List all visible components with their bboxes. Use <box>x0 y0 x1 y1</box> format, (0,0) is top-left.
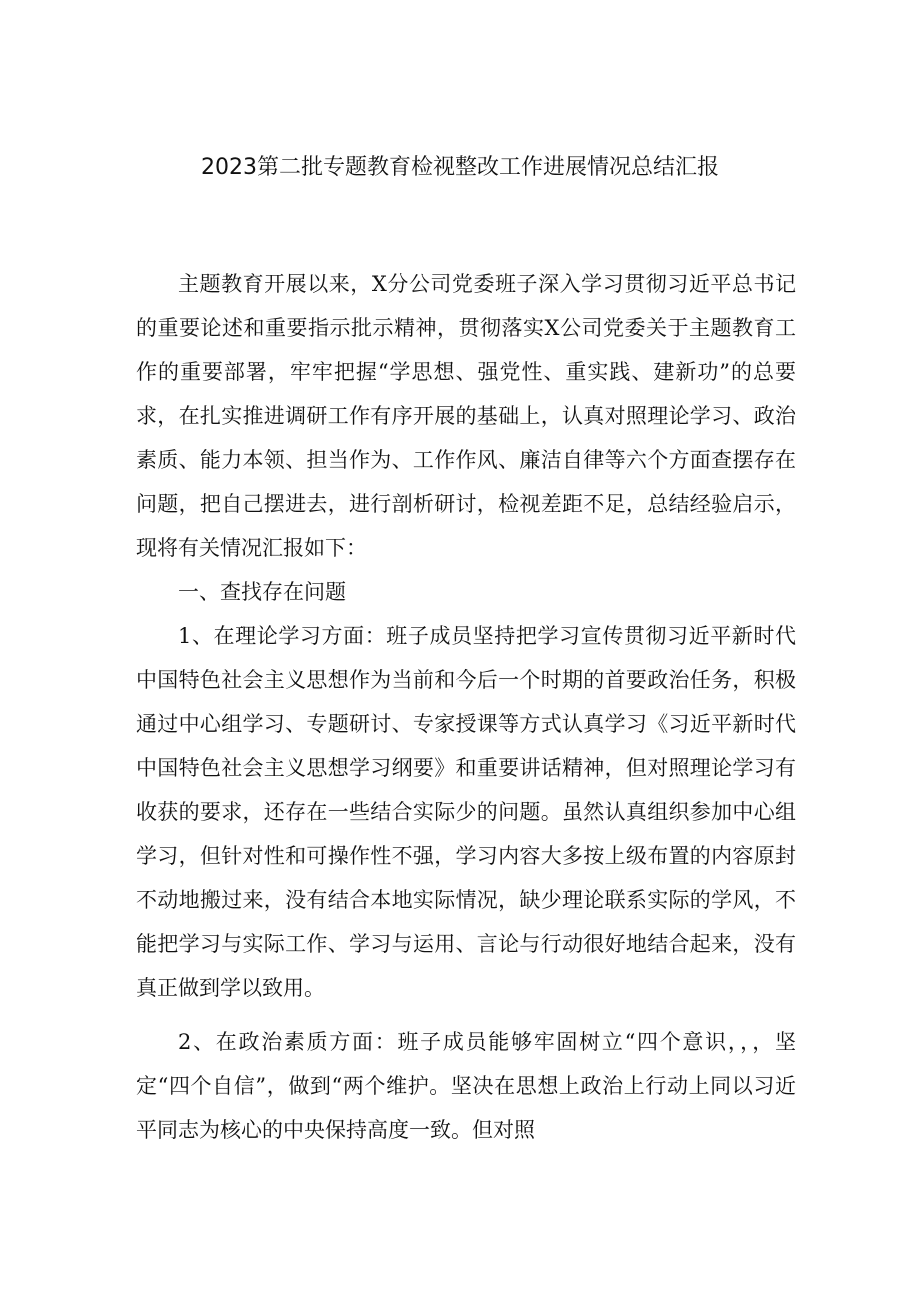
document-title: 2023第二批专题教育检视整改工作进展情况总结汇报 <box>201 155 719 180</box>
item-paragraph-1: 1、在理论学习方面：班子成员坚持把学习宣传贯彻习近平新时代中国特色社会主义思想作为当前和今后一个时期的首要政治任务，积极通过中心组学习、专题研讨、专家授课等方式认真学习《习近平新时代中国特色社会主义思想学习纲要》和重要讲话精神，但对照理论学习有收获的要求，还存在一些结合实际少的问题。虽然认真组织参加中心组学习，但针对性和可操作性不强，学习内容大多按上级布置的内容原封不动地搬过来，没有结合本地实际情况，缺少理论联系实际的学风，不能把学习与实际工作、学习与运用、言论与行动很好地结合起来，没有真正做到学以致用。 <box>136 624 796 1000</box>
document-body <box>136 262 796 1152</box>
section-heading: 一、查找存在问题 <box>178 580 346 604</box>
intro-paragraph: 主题教育开展以来，X分公司党委班子深入学习贯彻习近平总书记的重要论述和重要指示批示精神，贯彻落实X公司党委关于主题教育工作的重要部署，牢牢把握“学思想、强党性、重实践、建新功”的总要求，在扎实推进调研工作有序开展的基础上，认真对照理论学习、政治素质、能力本领、担当作为、工作作风、廉洁自律等六个方面查摆存在问题，把自己摆进去，进行剖析研讨，检视差距不足，总结经验启示，现将有关情况汇报如下： <box>136 272 796 560</box>
item-paragraph-2: 2、在政治素质方面：班子成员能够牢固树立“四个意识，，，坚定“四个自信”，做到“两个维护。坚决在思想上政治上行动上同以习近平同志为核心的中央保持高度一致。但对照 <box>136 1030 796 1142</box>
